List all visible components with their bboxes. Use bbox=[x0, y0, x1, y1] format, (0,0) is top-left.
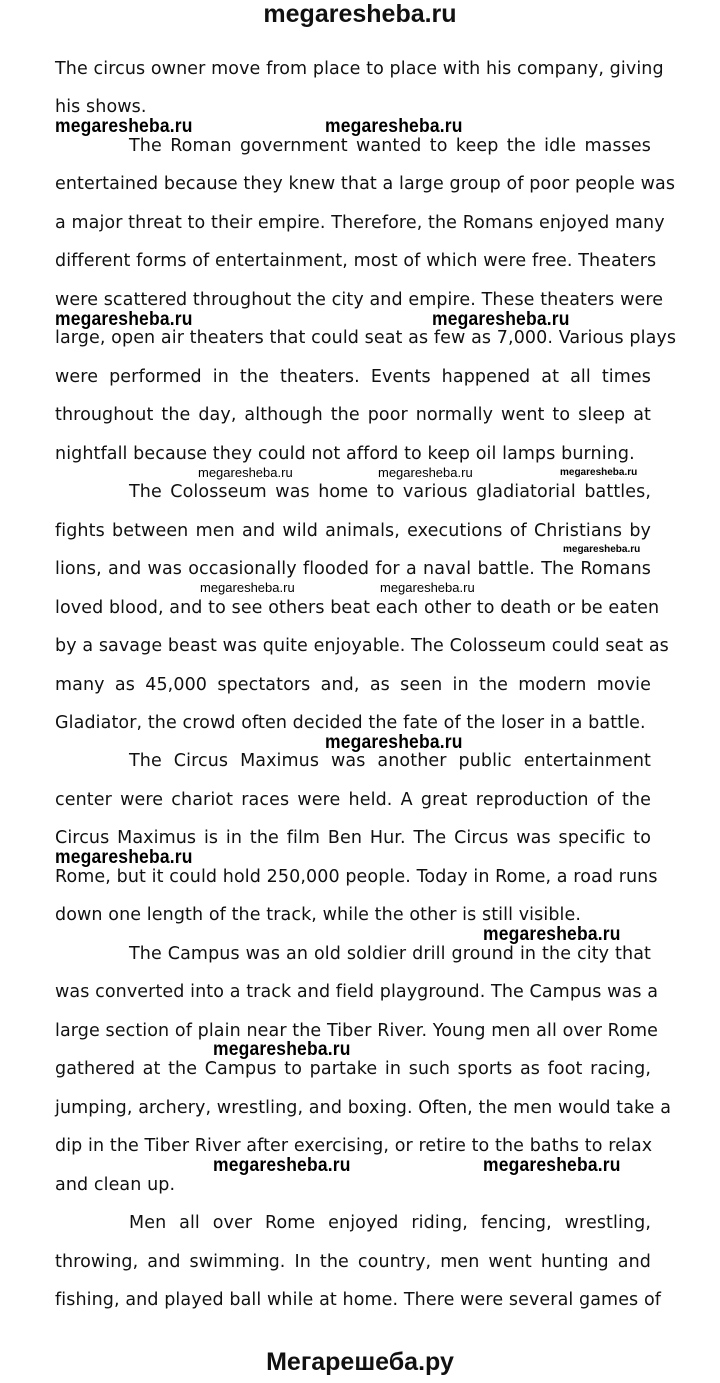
text-line: many as 45,000 spectators and, as seen in the modern movie bbox=[55, 674, 651, 695]
text-line: Men all over Rome enjoyed riding, fencing, wrestling, bbox=[129, 1213, 651, 1234]
text-line: large section of plain near the Tiber River. Young men all over Rome bbox=[55, 1020, 658, 1041]
watermark: megaresheba.ru bbox=[198, 464, 293, 480]
watermark: megaresheba.ru bbox=[563, 544, 641, 556]
text-line: a major threat to their empire. Therefore, the Romans enjoyed many bbox=[55, 212, 665, 233]
watermark: megaresheba.ru bbox=[55, 116, 193, 138]
text-line: gathered at the Campus to partake in such sports as foot racing, bbox=[55, 1059, 651, 1080]
text-line: throwing, and swimming. In the country, men went hunting and bbox=[55, 1251, 651, 1272]
text-line: was converted into a track and field playground. The Campus was a bbox=[55, 982, 659, 1003]
text-line: The circus owner move from place to place with his company, giving bbox=[55, 59, 664, 79]
text-line: were scattered throughout the city and empire. These theaters were bbox=[55, 289, 664, 310]
watermark: megaresheba.ru bbox=[380, 580, 475, 596]
text-line: loved blood, and to see others beat each other to death or be eaten bbox=[55, 597, 660, 618]
text-line: The Roman government wanted to keep the idle masses bbox=[129, 135, 651, 156]
watermark: megaresheba.ru bbox=[560, 467, 638, 479]
text-line: The Colosseum was home to various gladiatorial battles, bbox=[129, 482, 651, 503]
text-line: jumping, archery, wrestling, and boxing. Often, the men would take a bbox=[55, 1097, 672, 1118]
text-line: and clean up. bbox=[55, 1174, 176, 1195]
watermark: megaresheba.ru bbox=[213, 1154, 351, 1176]
text-line: Gladiator, the crowd often decided the fate of the loser in a battle. bbox=[55, 712, 646, 733]
footer-site-name: Мегарешеба.ру bbox=[266, 1348, 454, 1376]
text-line: dip in the Tiber River after exercising, or retire to the baths to relax bbox=[55, 1136, 653, 1157]
text-line: large, open air theaters that could seat as few as 7,000. Various plays bbox=[55, 328, 677, 349]
text-line: nightfall because they could not afford to keep oil lamps burning. bbox=[55, 443, 635, 464]
text-line: his shows. bbox=[55, 97, 147, 118]
header-site-name: megaresheba.ru bbox=[263, 0, 457, 28]
text-line: different forms of entertainment, most of which were free. Theaters bbox=[55, 251, 657, 272]
text-line: lions, and was occasionally flooded for a naval battle. The Romans bbox=[55, 559, 651, 580]
watermark: megaresheba.ru bbox=[325, 116, 463, 138]
watermark: megaresheba.ru bbox=[325, 731, 463, 753]
text-line: Circus Maximus is in the film Ben Hur. The Circus was specific to bbox=[55, 828, 651, 849]
text-line: down one length of the track, while the other is still visible. bbox=[55, 905, 582, 926]
watermark: megaresheba.ru bbox=[200, 580, 295, 596]
watermark: megaresheba.ru bbox=[378, 464, 473, 480]
watermark: megaresheba.ru bbox=[432, 308, 570, 330]
watermark: megaresheba.ru bbox=[483, 1154, 621, 1176]
watermark: megaresheba.ru bbox=[483, 924, 621, 946]
text-line: were performed in the theaters. Events happened at all times bbox=[55, 366, 651, 387]
text-line: Rome, but it could hold 250,000 people. Today in Rome, a road runs bbox=[55, 866, 658, 887]
text-line: by a savage beast was quite enjoyable. The Colosseum could seat as bbox=[55, 636, 669, 657]
text-line: The Campus was an old soldier drill ground in the city that bbox=[129, 943, 651, 964]
watermark: megaresheba.ru bbox=[55, 308, 193, 330]
text-line: center were chariot races were held. A great reproduction of the bbox=[55, 789, 651, 810]
text-line: entertained because they knew that a large group of poor people was bbox=[55, 174, 676, 195]
text-line: fishing, and played ball while at home. There were several games of bbox=[55, 1290, 662, 1311]
text-line: throughout the day, although the poor normally went to sleep at bbox=[55, 405, 651, 426]
watermark: megaresheba.ru bbox=[55, 847, 193, 869]
watermark: megaresheba.ru bbox=[213, 1039, 351, 1061]
text-line: fights between men and wild animals, executions of Christians by bbox=[55, 520, 651, 541]
text-line: The Circus Maximus was another public entertainment bbox=[129, 751, 651, 772]
